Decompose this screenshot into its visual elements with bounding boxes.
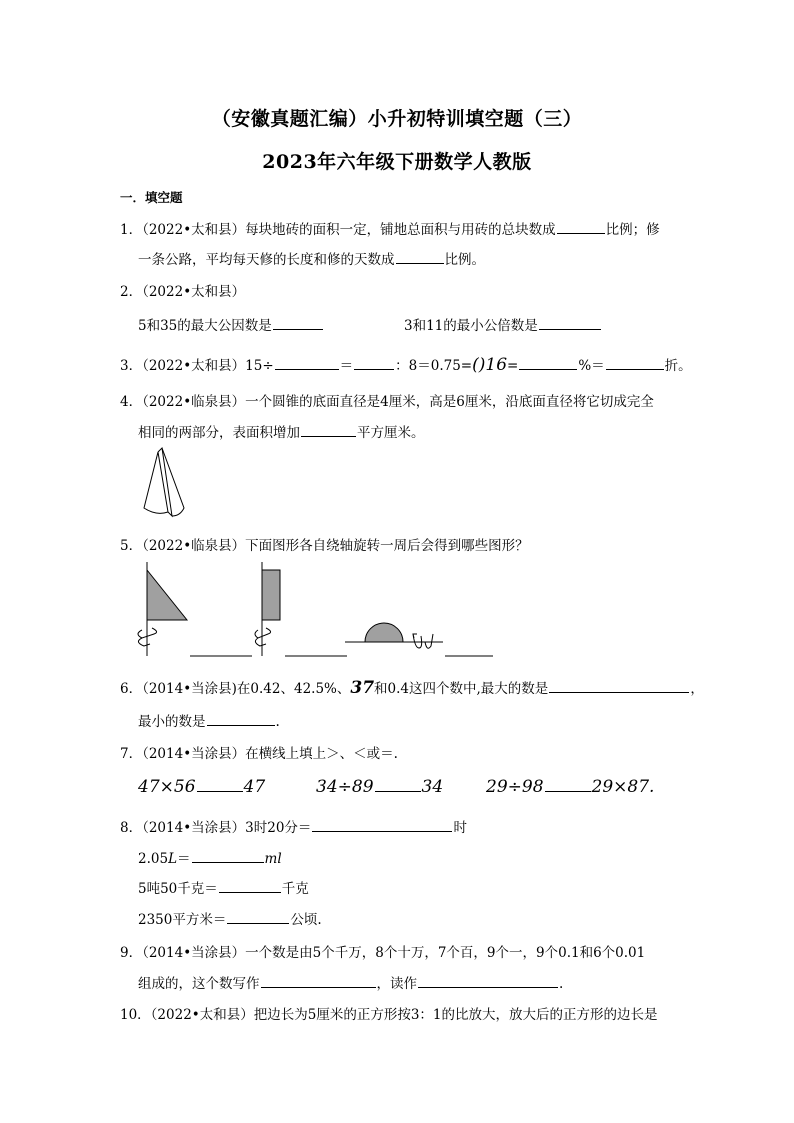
q4-text-b: 相同的两部分，表面积增加 (138, 425, 300, 441)
q9-text-b: 组成的，这个数写作 (138, 976, 260, 992)
q7-blank-2[interactable] (375, 778, 421, 792)
cone-cut-face (158, 448, 172, 516)
q3-blank-4[interactable] (606, 356, 664, 370)
doc-title: （安徽真题汇编）小升初特训填空题（三） (211, 108, 583, 130)
q8-text-a: 8．（2014•当涂县）3时20分＝ (120, 820, 312, 836)
q7-e1-right: 47 (243, 777, 266, 797)
question-8-line-3 (138, 877, 309, 897)
q8-e2: 公顷. (290, 912, 322, 928)
q1-text-b: 比例；修 (605, 222, 660, 238)
q2-blank-2[interactable] (539, 316, 601, 330)
q3-fraction: ()16 (472, 355, 508, 375)
q3-text-f: 折。 (664, 358, 692, 374)
q8-c2: L (168, 851, 178, 867)
question-6-line-2 (138, 710, 280, 730)
question-5: 5．（2022•临泉县）下面图形各自绕轴旋转一周后会得到哪些图形？ (120, 538, 529, 554)
q1-blank-1[interactable] (557, 220, 605, 234)
question-4-line-2 (138, 421, 425, 441)
q7-e2-right: 34 (421, 777, 444, 797)
q6-fraction: 37 (350, 678, 375, 698)
rotation-triangle-figure (130, 562, 260, 662)
q6-blank-2[interactable] (207, 712, 275, 726)
q9-blank-2[interactable] (418, 974, 558, 988)
q8-text-b: 时 (453, 820, 467, 836)
q8-c1: 2.05 (138, 851, 169, 867)
q8-c4: ml (264, 851, 282, 867)
doc-subtitle: 2023年六年级下册数学人教版 (262, 151, 532, 173)
question-6-line-1 (120, 677, 704, 698)
q7-blank-1[interactable] (197, 778, 243, 792)
question-8-line-1 (120, 816, 467, 836)
question-7: 7．（2014•当涂县）在横线上填上＞、＜或＝. (120, 746, 398, 762)
q2-blank-1[interactable] (273, 316, 323, 330)
q3-blank-1[interactable] (275, 356, 339, 370)
q6-blank-1[interactable] (549, 679, 689, 693)
q1-text-d: 比例。 (444, 252, 485, 268)
q3-text-a: 3．（2022•太和县）15÷ (120, 358, 274, 374)
q6-text-c: ， (690, 681, 704, 697)
q8-d2: 千克 (281, 881, 309, 897)
q3-blank-2[interactable] (354, 356, 394, 370)
question-1-line-2 (138, 248, 485, 268)
q8-blank-1[interactable] (312, 818, 452, 832)
section-heading: 一．填空题 (120, 190, 183, 205)
question-10-line-1: 10．（2022•太和县）把边长为5厘米的正方形按3：1的比放大，放大后的正方形的边长是 (120, 1007, 658, 1023)
q9-text-c: ，读作 (376, 976, 417, 992)
q7-expression-2 (316, 777, 443, 797)
q7-e2-left: 34÷89 (316, 777, 374, 797)
question-2-head: 2．（2022•太和县） (120, 284, 246, 300)
question-8-line-2 (138, 847, 282, 867)
q4-text-c: 平方厘米。 (357, 425, 425, 441)
q3-text-d: = (507, 358, 519, 374)
q6-text-e: . (275, 714, 280, 730)
rotation-semicircle-figure (345, 608, 500, 660)
q1-blank-2[interactable] (396, 250, 444, 264)
q3-blank-3[interactable] (519, 356, 577, 370)
q2-left-text: 5和35的最大公因数是 (138, 318, 272, 334)
gray-triangle (147, 570, 187, 620)
q1-text-c: 一条公路，平均每天修的长度和修的天数成 (138, 252, 395, 268)
q8-blank-4[interactable] (227, 910, 289, 924)
q8-blank-3[interactable] (219, 879, 281, 893)
question-8-line-4 (138, 908, 322, 928)
q6-text-b: 和0.4这四个数中,最大的数是 (374, 681, 549, 697)
question-9-line-1: 9．（2014•当涂县）一个数是由5个千万，8个十万，7个百，9个一，9个0.1和6个0.01 (120, 945, 646, 961)
q9-blank-1[interactable] (261, 974, 376, 988)
q7-e3-left: 29÷98 (486, 777, 544, 797)
q8-c3: ＝ (177, 851, 191, 867)
q9-text-d: . (559, 976, 564, 992)
q3-text-e: %＝ (578, 358, 605, 374)
q3-text-b: ＝ (339, 358, 354, 374)
question-2-right (404, 314, 602, 334)
q6-text-a: 6．（2014•当涂县)在0.42、42.5%、 (120, 681, 351, 697)
cone-figure (136, 446, 206, 522)
question-2-left (138, 314, 324, 334)
question-1-line-1 (120, 218, 660, 238)
q7-expression-3 (486, 777, 654, 797)
question-4-line-1: 4．（2022•临泉县）一个圆锥的底面直径是4厘米，高是6厘米，沿底面直径将它切成完全 (120, 394, 654, 410)
q8-blank-2[interactable] (192, 849, 264, 863)
q6-text-d: 最小的数是 (138, 714, 206, 730)
question-9-line-2 (138, 972, 563, 992)
gray-semicircle (365, 623, 403, 642)
q7-e1-left: 47×56 (138, 777, 196, 797)
q2-right-text: 3和11的最小公倍数是 (404, 318, 538, 334)
rotation-rectangle-figure (250, 562, 350, 662)
question-3 (120, 354, 692, 375)
cone-back-half (162, 448, 184, 516)
q7-blank-3[interactable] (545, 778, 591, 792)
gray-rectangle (262, 570, 280, 620)
q3-text-c: ：8＝0.75= (395, 358, 473, 374)
rotation-arrow-3 (413, 634, 433, 648)
q1-text-a: 1．（2022•太和县）每块地砖的面积一定，铺地总面积与用砖的总块数成 (120, 222, 556, 238)
q8-e1: 2350平方米＝ (138, 912, 227, 928)
q7-expression-1 (138, 777, 265, 797)
q7-e3-right: 29×87. (591, 777, 655, 797)
q4-blank[interactable] (301, 423, 356, 437)
q8-d1: 5吨50千克＝ (138, 881, 218, 897)
rotation-arrow-2 (255, 628, 271, 646)
